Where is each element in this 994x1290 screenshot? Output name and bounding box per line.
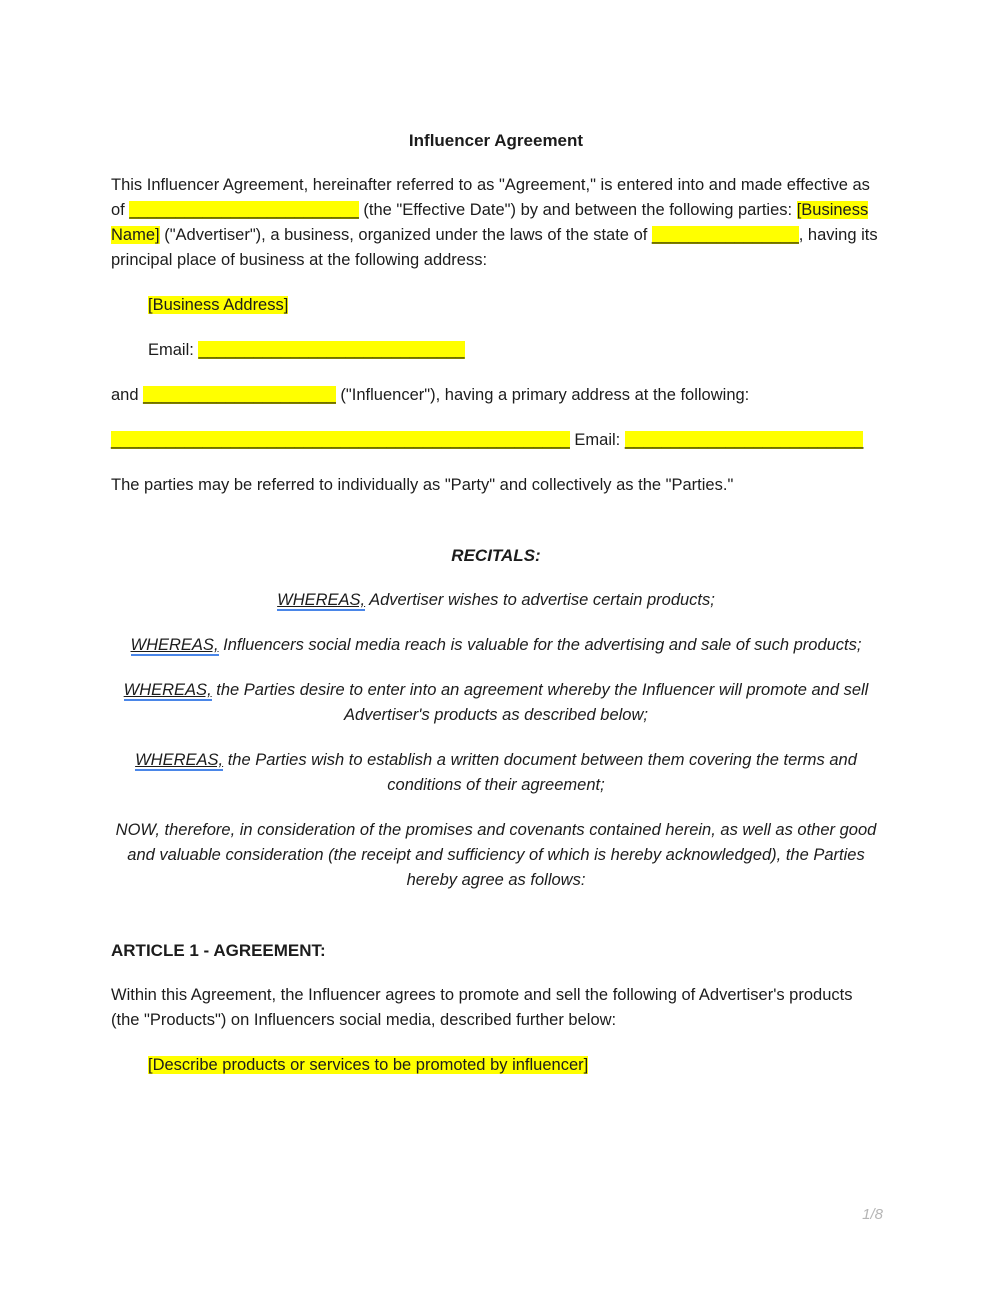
influencer-intro-line <box>111 383 881 408</box>
influencer-text-1: and <box>111 386 144 404</box>
whereas-label: WHEREAS, <box>123 681 212 699</box>
state-blank-field[interactable]: ________________ <box>651 226 799 244</box>
influencer-email-label: Email: <box>569 431 625 449</box>
page-number-indicator: 1/8 <box>862 1206 883 1223</box>
influencer-text-2: ("Influencer"), having a primary address at the following: <box>335 386 750 404</box>
whereas-clause-3-text: the Parties desire to enter into an agreement whereby the Influencer will promote and sell Advertiser's products as described below; <box>211 681 869 724</box>
intro-text-1: This Influencer Agreement, hereinafter referred to as "Agreement," is entered into and made effective as of <box>111 176 870 219</box>
document-title: Influencer Agreement <box>408 131 584 150</box>
business-name-placeholder-field[interactable]: [Business Name] <box>111 201 869 244</box>
influencer-address-blank-field[interactable]: __________________________________________________ <box>111 431 570 449</box>
whereas-clause-3 <box>111 678 881 728</box>
parties-sentence: The parties may be referred to individually as "Party" and collectively as the "Parties." <box>111 476 734 494</box>
advertiser-email-blank-field[interactable]: _____________________________ <box>198 341 465 359</box>
products-placeholder-line <box>148 1053 881 1078</box>
influencer-email-blank-field[interactable]: __________________________ <box>624 431 864 449</box>
business-address-line <box>148 293 881 318</box>
whereas-clause-1 <box>111 588 881 613</box>
whereas-clause-2 <box>111 633 881 658</box>
products-placeholder-field[interactable]: [Describe products or services to be promoted by influencer] <box>148 1056 589 1074</box>
business-address-placeholder-field[interactable]: [Business Address] <box>148 296 289 314</box>
whereas-clause-1-text: Advertiser wishes to advertise certain products; <box>365 591 715 609</box>
whereas-clause-4 <box>111 748 881 798</box>
advertiser-email-label: Email: <box>148 341 199 359</box>
effective-date-blank-field[interactable]: _________________________ <box>129 201 359 219</box>
whereas-label: WHEREAS, <box>130 636 219 654</box>
influencer-name-blank-field[interactable]: _____________________ <box>143 386 336 404</box>
whereas-label: WHEREAS, <box>277 591 366 609</box>
intro-text-4: , having its principal place of business at the following address: <box>111 226 878 269</box>
intro-text-3: ("Advertiser"), a business, organized under the laws of the state of <box>159 226 652 244</box>
whereas-label: WHEREAS, <box>135 751 224 769</box>
intro-text-2: (the "Effective Date") by and between the following parties: <box>358 201 797 219</box>
influencer-address-email-line <box>111 428 881 453</box>
article-1-body: Within this Agreement, the Influencer agrees to promote and sell the following of Advertiser's products (the "Products") on Influencers social media, described further below: <box>111 986 853 1029</box>
whereas-clause-2-text: Influencers social media reach is valuable for the advertising and sale of such products; <box>218 636 862 654</box>
whereas-clause-4-text: the Parties wish to establish a written document between them covering the terms and conditions of their agreement; <box>223 751 857 794</box>
advertiser-email-line <box>148 338 881 363</box>
article-1-heading: ARTICLE 1 - AGREEMENT: <box>111 941 326 960</box>
recitals-heading: RECITALS: <box>451 546 541 565</box>
intro-paragraph <box>111 173 881 273</box>
now-therefore-clause: NOW, therefore, in consideration of the promises and covenants contained herein, as well as other good and valuable consideration (the receipt and sufficiency of which is hereby acknowledged), the Parties hereby agree as follows: <box>115 821 877 889</box>
